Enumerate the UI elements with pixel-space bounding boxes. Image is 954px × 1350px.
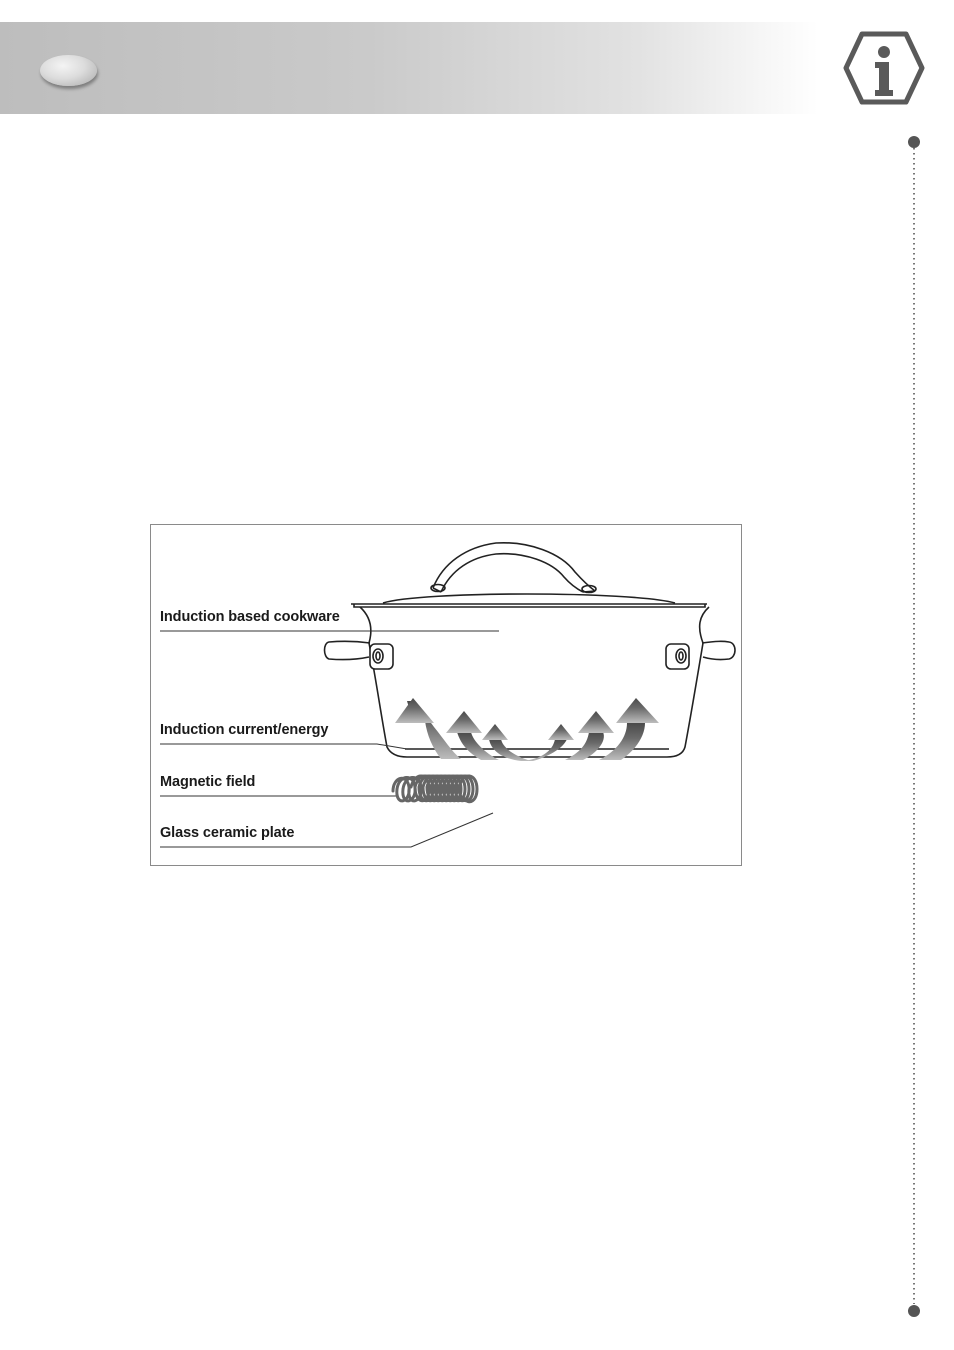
left-pot-handle <box>325 641 394 669</box>
pot-body <box>360 607 709 757</box>
lid-handle <box>431 543 596 593</box>
info-icon <box>842 30 926 106</box>
arrow-2-head <box>446 711 482 733</box>
arrow-3-head <box>482 724 508 740</box>
label-glass-ceramic-plate: Glass ceramic plate <box>160 825 295 841</box>
page-number-oval <box>40 55 97 86</box>
arrow-5-head <box>578 711 614 733</box>
magnetic-coil <box>393 776 477 802</box>
lid <box>351 594 707 607</box>
induction-arrows <box>395 698 659 761</box>
leader-line-current <box>160 744 407 749</box>
label-magnetic-field: Magnetic field <box>160 774 256 790</box>
label-induction-current: Induction current/energy <box>160 722 329 738</box>
induction-diagram <box>150 524 742 866</box>
arrow-6-head <box>616 698 659 723</box>
side-rail <box>900 130 930 1330</box>
leader-lines <box>160 631 499 847</box>
arrow-1-head <box>395 698 434 723</box>
header-band <box>0 22 818 114</box>
arrow-4-head <box>548 724 574 740</box>
induction-illustration <box>151 525 743 867</box>
label-induction-cookware: Induction based cookware <box>160 609 340 625</box>
